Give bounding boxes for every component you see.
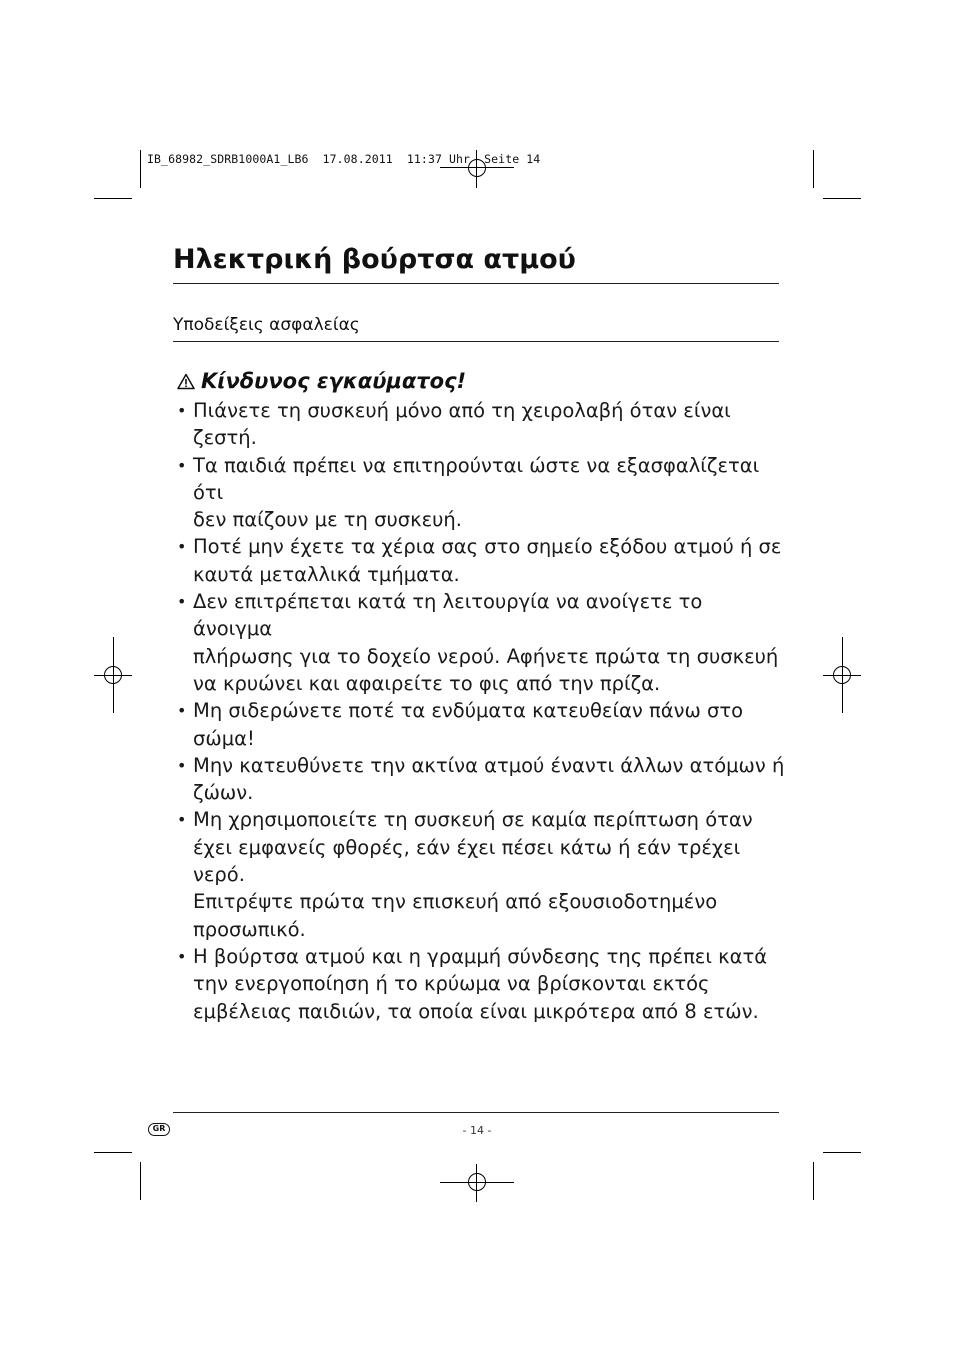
list-item-line: Μην κατευθύνετε την ακτίνα ατμού έναντι άλλων ατόμων ή: [193, 753, 785, 777]
list-item-line: Δεν επιτρέπεται κατά τη λειτουργία να ανοίγετε το άνοιγμα: [193, 590, 703, 641]
crop-mark: [823, 1152, 861, 1153]
crop-mark: [813, 1162, 814, 1200]
list-item-line: έχει εμφανείς φθορές, εάν έχει πέσει κάτω ή εάν τρέχει νερό.: [193, 835, 741, 887]
footer-rule: [173, 1112, 779, 1113]
bullet-icon: •: [177, 592, 187, 612]
registration-circle-icon: [104, 666, 122, 684]
bullet-icon: •: [177, 755, 187, 775]
list-item-line: Ποτέ μην έχετε τα χέρια σας στο σημείο εξόδου ατμού ή σε: [193, 535, 782, 559]
list-item: [177, 752, 787, 807]
list-item: [177, 397, 787, 452]
warning-triangle-icon: [177, 373, 195, 390]
list-item-line: Επιτρέψτε πρώτα την επισκευή από εξουσιοδοτημένο: [193, 890, 718, 914]
bullet-icon: •: [177, 810, 187, 830]
safety-instructions-list: [177, 397, 787, 1025]
crop-mark: [140, 1162, 141, 1200]
crop-mark: [94, 1152, 132, 1153]
list-item: [177, 697, 787, 752]
page-number: - 14 -: [462, 1124, 492, 1137]
registration-circle-icon: [468, 1173, 486, 1191]
list-item-line: Μη χρησιμοποιείτε τη συσκευή σε καμία περίπτωση όταν: [193, 808, 753, 832]
crop-mark: [813, 150, 814, 188]
list-item-line: ζώων.: [193, 781, 254, 805]
crop-mark: [823, 198, 861, 199]
bullet-icon: •: [177, 701, 187, 721]
list-item: [177, 806, 787, 942]
list-item: [177, 533, 787, 588]
list-item-line: εμβέλειας παιδιών, τα οποία είναι μικρότερα από 8 ετών.: [193, 999, 759, 1023]
list-item-line: Μη σιδερώνετε ποτέ τα ενδύματα κατευθείαν πάνω στο: [193, 699, 744, 723]
list-item-line: προσωπικό.: [193, 917, 306, 941]
list-item-line: δεν παίζουν με τη συσκευή.: [193, 508, 462, 532]
bullet-icon: •: [177, 401, 187, 420]
print-slug: IB_68982_SDRB1000A1_LB6 17.08.2011 11:37 Uhr Seite 14: [147, 152, 541, 166]
list-item-line: να κρυώνει και αφαιρείτε το φις από την πρίζα.: [193, 671, 661, 695]
list-item-line: την ενεργοποίηση ή το κρύωμα να βρίσκονται εκτός: [193, 972, 710, 996]
bullet-icon: •: [177, 455, 187, 475]
list-item-line: Πιάνετε τη συσκευή μόνο από τη χειρολαβή όταν είναι: [193, 399, 731, 422]
list-item-line: πλήρωσης για το δοχείο νερού. Αφήνετε πρώτα τη συσκευή: [193, 644, 779, 668]
title-rule: [173, 283, 779, 284]
page-title: Ηλεκτρική βούρτσα ατμού: [173, 244, 576, 275]
bullet-icon: •: [177, 946, 187, 966]
list-item-line: Η βούρτσα ατμού και η γραμμή σύνδεσης της πρέπει κατά: [193, 944, 768, 968]
list-item-line: σώμα!: [193, 726, 255, 750]
registration-circle-icon: [833, 666, 851, 684]
subtitle-rule: [173, 341, 779, 342]
warning-text: Κίνδυνος εγκαύματος!: [201, 369, 467, 393]
list-item-line: Τα παιδιά πρέπει να επιτηρούνται ώστε να εξασφαλίζεται ότι: [193, 453, 760, 504]
list-item: [177, 452, 787, 534]
list-item: [177, 943, 787, 1025]
list-item-line: καυτά μεταλλικά τμήματα.: [193, 562, 460, 586]
bullet-icon: •: [177, 537, 187, 557]
list-item: [177, 588, 787, 697]
section-subtitle: Υποδείξεις ασφαλείας: [173, 315, 360, 335]
crop-mark: [94, 198, 132, 199]
language-badge: GR: [148, 1123, 170, 1136]
list-item-line: ζεστή.: [193, 426, 257, 450]
crop-mark: [140, 150, 141, 188]
warning-heading: [177, 369, 466, 393]
